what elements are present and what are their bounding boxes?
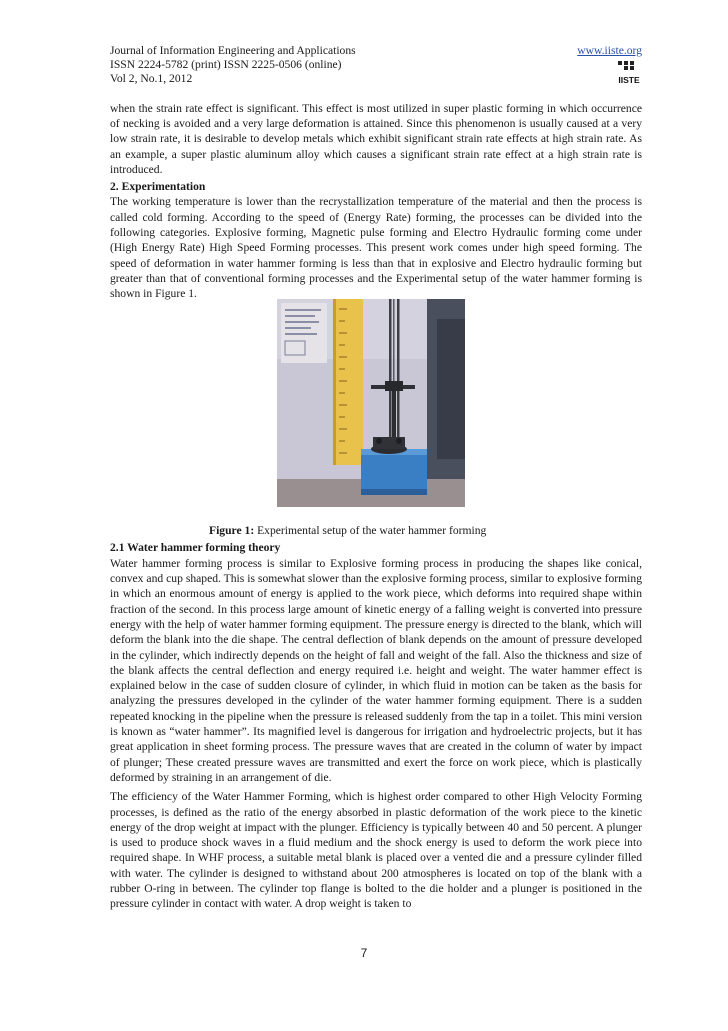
section-2-paragraph: The working temperature is lower than the recrystallization temperature of the material and then the process is called cold forming. According to the speed of (Energy Rate) forming, the processes can be divided into the following categories. Explosive forming, Magnetic pulse forming and Electro Hydraulic forming come under (High Energy Rate) High Speed Forming processes. This present work comes under high speed forming. The speed of deformation in water hammer forming is less than that in explosive and Electro hydraulic forming but greater than that of conventional forming processes and the Experimental setup of the water hammer forming is shown in Figure 1.: [110, 195, 642, 301]
figure-1: [110, 301, 642, 513]
water-hammer-setup-photo: [277, 299, 465, 507]
journal-header: [110, 44, 642, 87]
journal-title: Journal of Information Engineering and Applications: [110, 44, 356, 57]
section-2-1-paragraph-1: Water hammer forming process is similar to Explosive forming process in producing the shapes like conical, convex and cup shaped. This is somewhat slower than the explosive forming process, similar to explosive forming in which an enormous amount of energy is applied to the work piece, which deforms into required shape within fraction of the second. In this process large amount of kinetic energy of a falling weight is converted into pressure energy with the help of water hammer forming equipment. The pressure energy is directed to the blank, which will deform the blank into the die shape. The central deflection of blank depends on the amount of pressure developed in the cylinder, which indirectly depends on the height of fall and weight of the fall. Also the thickness and size of the blank affects the central deflection and energy required i.e. height and weight. The water hammer effect is explained below in the case of sudden closure of cylinder, in which fluid in motion can be taken as the basis for analyzing the pressures developed in the cylinder of the water hammer forming equipment. There is a sudden repeated knocking in the pipeline when the pressure is released suddenly from the tap in a toilet. This mini version is known as “water hammer”. Its magnified level is dangerous for irrigation and hydroelectric projects, but it has great application in sheet forming process. The pressure waves that are created in the column of water by impact of plunger; These created pressure waves are transmitted and exert the force on work piece, which is plastically deformed by straining in an arrangement of die.: [110, 556, 642, 784]
iiste-logo: [616, 59, 642, 85]
page-number: 7: [360, 946, 368, 960]
figure-label: Figure 1:: [209, 524, 255, 538]
journal-issn: ISSN 2224-5782 (print) ISSN 2225-0506 (online): [110, 58, 342, 72]
section-2-1-heading: 2.1 Water hammer forming theory: [110, 541, 281, 555]
figure-caption: [110, 523, 642, 538]
intro-paragraph: when the strain rate effect is significant. This effect is most utilized in super plastic forming in which occurrence of necking is avoided and a very large deformation is attained. Since this phenomenon is usually caused at a very low strain rate, it is desirable to develop metals which exhibit significant strain rate effects at high strain rate. As an example, a super plastic aluminum alloy which causes a significant strain rate effect at a high strain rate is introduced.: [110, 101, 642, 176]
logo-text: IISTE: [618, 75, 640, 85]
figure-caption-text: Experimental setup of the water hammer forming: [254, 524, 487, 538]
section-2-heading: 2. Experimentation: [110, 180, 206, 194]
page: [110, 44, 642, 912]
journal-url-link[interactable]: www.iiste.org: [577, 44, 642, 57]
section-2-1-paragraph-2: The efficiency of the Water Hammer Forming, which is highest order compared to other High Velocity Forming processes, is defined as the ratio of the energy absorbed in plastic deformation of the work piece to the kinetic energy of the drop weight at impact with the plunger. Efficiency is typically between 40 and 50 percent. A plunger is used to produce shock waves in a fluid medium and the shock energy is used to deform the work piece into required shape. In WHF process, a suitable metal blank is placed over a vented die and a pressure cylinder filled with water. The cylinder is designed to withstand about 200 atmospheres is located on top of the blank with a rubber O-ring in between. The cylinder top flange is bolted to the die holder and a plunger is positioned in the pressure cylinder in contact with water. A drop weight is taken to: [110, 790, 642, 911]
journal-volume: Vol 2, No.1, 2012: [110, 72, 193, 86]
